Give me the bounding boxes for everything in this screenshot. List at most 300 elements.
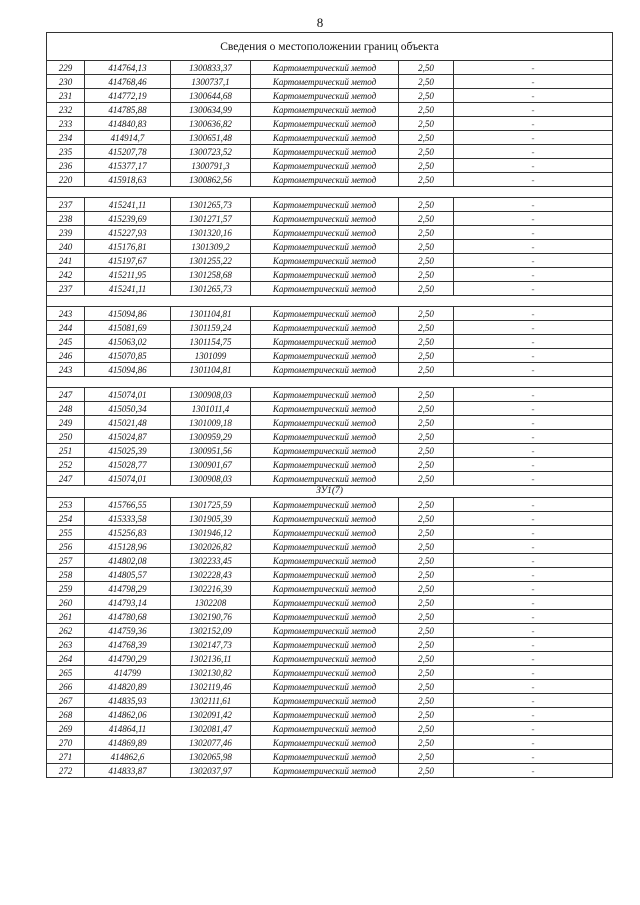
x-coordinate-cell: 414862,6 (85, 750, 171, 764)
point-number-cell: 261 (47, 610, 85, 624)
description-cell: - (454, 512, 613, 526)
accuracy-cell: 2,50 (399, 680, 454, 694)
point-number-cell: 255 (47, 526, 85, 540)
x-coordinate-cell: 414785,88 (85, 103, 171, 117)
point-number-cell: 264 (47, 652, 85, 666)
x-coordinate-cell: 414759,36 (85, 624, 171, 638)
x-coordinate-cell: 415207,78 (85, 145, 171, 159)
description-cell: - (454, 282, 613, 296)
y-coordinate-cell: 1300651,48 (171, 131, 251, 145)
point-number-cell: 232 (47, 103, 85, 117)
y-coordinate-cell: 1302026,82 (171, 540, 251, 554)
x-coordinate-cell: 415256,83 (85, 526, 171, 540)
description-cell: - (454, 444, 613, 458)
x-coordinate-cell: 415918,63 (85, 173, 171, 187)
x-coordinate-cell: 415028,77 (85, 458, 171, 472)
point-number-cell: 220 (47, 173, 85, 187)
separator-row (47, 377, 613, 388)
description-cell: - (454, 75, 613, 89)
description-cell: - (454, 568, 613, 582)
method-cell: Картометрический метод (251, 764, 399, 778)
x-coordinate-cell: 414772,19 (85, 89, 171, 103)
method-cell: Картометрический метод (251, 75, 399, 89)
accuracy-cell: 2,50 (399, 764, 454, 778)
description-cell: - (454, 694, 613, 708)
x-coordinate-cell: 415176,81 (85, 240, 171, 254)
method-cell: Картометрический метод (251, 554, 399, 568)
table-row (47, 666, 613, 680)
x-coordinate-cell: 414798,29 (85, 582, 171, 596)
table-row (47, 240, 613, 254)
table-row (47, 736, 613, 750)
description-cell: - (454, 89, 613, 103)
x-coordinate-cell: 415074,01 (85, 472, 171, 486)
table-row (47, 363, 613, 377)
accuracy-cell: 2,50 (399, 103, 454, 117)
method-cell: Картометрический метод (251, 117, 399, 131)
description-cell: - (454, 268, 613, 282)
table-row (47, 349, 613, 363)
table-row (47, 307, 613, 321)
section-label: ЗУ1(7) (47, 486, 613, 498)
method-cell: Картометрический метод (251, 512, 399, 526)
x-coordinate-cell: 415377,17 (85, 159, 171, 173)
y-coordinate-cell: 1300908,03 (171, 472, 251, 486)
accuracy-cell: 2,50 (399, 321, 454, 335)
y-coordinate-cell: 1302130,82 (171, 666, 251, 680)
y-coordinate-cell: 1300791,3 (171, 159, 251, 173)
x-coordinate-cell: 414790,29 (85, 652, 171, 666)
x-coordinate-cell: 414862,06 (85, 708, 171, 722)
accuracy-cell: 2,50 (399, 307, 454, 321)
method-cell: Картометрический метод (251, 173, 399, 187)
accuracy-cell: 2,50 (399, 254, 454, 268)
accuracy-cell: 2,50 (399, 472, 454, 486)
description-cell: - (454, 131, 613, 145)
point-number-cell: 239 (47, 226, 85, 240)
method-cell: Картометрический метод (251, 240, 399, 254)
description-cell: - (454, 388, 613, 402)
point-number-cell: 250 (47, 430, 85, 444)
description-cell: - (454, 402, 613, 416)
method-cell: Картометрический метод (251, 736, 399, 750)
table-row (47, 335, 613, 349)
method-cell: Картометрический метод (251, 145, 399, 159)
y-coordinate-cell: 1301309,2 (171, 240, 251, 254)
description-cell: - (454, 750, 613, 764)
point-number-cell: 236 (47, 159, 85, 173)
point-number-cell: 253 (47, 498, 85, 512)
method-cell: Картометрический метод (251, 568, 399, 582)
x-coordinate-cell: 414869,89 (85, 736, 171, 750)
accuracy-cell: 2,50 (399, 363, 454, 377)
point-number-cell: 246 (47, 349, 85, 363)
description-cell: - (454, 708, 613, 722)
y-coordinate-cell: 1300901,67 (171, 458, 251, 472)
table-row (47, 554, 613, 568)
y-coordinate-cell: 1302216,39 (171, 582, 251, 596)
method-cell: Картометрический метод (251, 212, 399, 226)
table-row (47, 103, 613, 117)
method-cell: Картометрический метод (251, 131, 399, 145)
separator-row (47, 187, 613, 198)
table-row (47, 472, 613, 486)
x-coordinate-cell: 415227,93 (85, 226, 171, 240)
description-cell: - (454, 226, 613, 240)
table-row (47, 458, 613, 472)
accuracy-cell: 2,50 (399, 512, 454, 526)
table-row (47, 61, 613, 75)
description-cell: - (454, 212, 613, 226)
description-cell: - (454, 680, 613, 694)
table-title: Сведения о местоположении границ объекта (47, 33, 613, 61)
description-cell: - (454, 596, 613, 610)
description-cell: - (454, 540, 613, 554)
x-coordinate-cell: 415024,87 (85, 430, 171, 444)
y-coordinate-cell: 1300908,03 (171, 388, 251, 402)
y-coordinate-cell: 1301255,22 (171, 254, 251, 268)
point-number-cell: 256 (47, 540, 85, 554)
table-row (47, 402, 613, 416)
method-cell: Картометрический метод (251, 89, 399, 103)
table-row (47, 652, 613, 666)
description-cell: - (454, 335, 613, 349)
accuracy-cell: 2,50 (399, 402, 454, 416)
method-cell: Картометрический метод (251, 307, 399, 321)
accuracy-cell: 2,50 (399, 498, 454, 512)
x-coordinate-cell: 415094,86 (85, 307, 171, 321)
description-cell: - (454, 472, 613, 486)
x-coordinate-cell: 415074,01 (85, 388, 171, 402)
y-coordinate-cell: 1301271,57 (171, 212, 251, 226)
table-row (47, 444, 613, 458)
x-coordinate-cell: 415239,69 (85, 212, 171, 226)
x-coordinate-cell: 414764,13 (85, 61, 171, 75)
method-cell: Картометрический метод (251, 694, 399, 708)
x-coordinate-cell: 414840,83 (85, 117, 171, 131)
x-coordinate-cell: 414833,87 (85, 764, 171, 778)
table-row (47, 680, 613, 694)
point-number-cell: 233 (47, 117, 85, 131)
method-cell: Картометрический метод (251, 498, 399, 512)
point-number-cell: 229 (47, 61, 85, 75)
description-cell: - (454, 666, 613, 680)
table-row (47, 582, 613, 596)
method-cell: Картометрический метод (251, 335, 399, 349)
accuracy-cell: 2,50 (399, 624, 454, 638)
y-coordinate-cell: 1300634,99 (171, 103, 251, 117)
x-coordinate-cell: 415063,02 (85, 335, 171, 349)
description-cell: - (454, 722, 613, 736)
table-row (47, 708, 613, 722)
point-number-cell: 244 (47, 321, 85, 335)
point-number-cell: 263 (47, 638, 85, 652)
y-coordinate-cell: 1301011,4 (171, 402, 251, 416)
table-row (47, 212, 613, 226)
point-number-cell: 235 (47, 145, 85, 159)
table-row (47, 89, 613, 103)
description-cell: - (454, 764, 613, 778)
y-coordinate-cell: 1302081,47 (171, 722, 251, 736)
accuracy-cell: 2,50 (399, 198, 454, 212)
table-row (47, 498, 613, 512)
method-cell: Картометрический метод (251, 540, 399, 554)
description-cell: - (454, 498, 613, 512)
description-cell: - (454, 307, 613, 321)
x-coordinate-cell: 415050,34 (85, 402, 171, 416)
boundary-coordinates-table (46, 32, 613, 778)
description-cell: - (454, 526, 613, 540)
description-cell: - (454, 198, 613, 212)
point-number-cell: 262 (47, 624, 85, 638)
description-cell: - (454, 254, 613, 268)
x-coordinate-cell: 414799 (85, 666, 171, 680)
y-coordinate-cell: 1301099 (171, 349, 251, 363)
point-number-cell: 230 (47, 75, 85, 89)
accuracy-cell: 2,50 (399, 212, 454, 226)
y-coordinate-cell: 1301905,39 (171, 512, 251, 526)
accuracy-cell: 2,50 (399, 526, 454, 540)
table-row (47, 764, 613, 778)
y-coordinate-cell: 1301320,16 (171, 226, 251, 240)
method-cell: Картометрический метод (251, 268, 399, 282)
table-row (47, 430, 613, 444)
y-coordinate-cell: 1302065,98 (171, 750, 251, 764)
method-cell: Картометрический метод (251, 472, 399, 486)
point-number-cell: 258 (47, 568, 85, 582)
point-number-cell: 245 (47, 335, 85, 349)
accuracy-cell: 2,50 (399, 708, 454, 722)
accuracy-cell: 2,50 (399, 568, 454, 582)
table-row (47, 198, 613, 212)
method-cell: Картометрический метод (251, 416, 399, 430)
table-row (47, 75, 613, 89)
y-coordinate-cell: 1301104,81 (171, 363, 251, 377)
method-cell: Картометрический метод (251, 750, 399, 764)
description-cell: - (454, 582, 613, 596)
description-cell: - (454, 159, 613, 173)
y-coordinate-cell: 1301946,12 (171, 526, 251, 540)
method-cell: Картометрический метод (251, 444, 399, 458)
y-coordinate-cell: 1302119,46 (171, 680, 251, 694)
method-cell: Картометрический метод (251, 722, 399, 736)
x-coordinate-cell: 414802,08 (85, 554, 171, 568)
accuracy-cell: 2,50 (399, 416, 454, 430)
point-number-cell: 243 (47, 307, 85, 321)
y-coordinate-cell: 1300737,1 (171, 75, 251, 89)
accuracy-cell: 2,50 (399, 430, 454, 444)
point-number-cell: 242 (47, 268, 85, 282)
separator-cell (47, 377, 613, 388)
description-cell: - (454, 554, 613, 568)
point-number-cell: 259 (47, 582, 85, 596)
method-cell: Картометрический метод (251, 198, 399, 212)
y-coordinate-cell: 1300959,29 (171, 430, 251, 444)
x-coordinate-cell: 414780,68 (85, 610, 171, 624)
point-number-cell: 257 (47, 554, 85, 568)
point-number-cell: 272 (47, 764, 85, 778)
table-row (47, 596, 613, 610)
description-cell: - (454, 103, 613, 117)
point-number-cell: 270 (47, 736, 85, 750)
x-coordinate-cell: 414768,39 (85, 638, 171, 652)
accuracy-cell: 2,50 (399, 582, 454, 596)
separator-cell (47, 296, 613, 307)
table-row (47, 321, 613, 335)
table-row (47, 117, 613, 131)
y-coordinate-cell: 1301159,24 (171, 321, 251, 335)
y-coordinate-cell: 1301258,68 (171, 268, 251, 282)
accuracy-cell: 2,50 (399, 722, 454, 736)
method-cell: Картометрический метод (251, 652, 399, 666)
y-coordinate-cell: 1302136,11 (171, 652, 251, 666)
description-cell: - (454, 61, 613, 75)
accuracy-cell: 2,50 (399, 159, 454, 173)
method-cell: Картометрический метод (251, 596, 399, 610)
method-cell: Картометрический метод (251, 624, 399, 638)
description-cell: - (454, 321, 613, 335)
y-coordinate-cell: 1300951,56 (171, 444, 251, 458)
point-number-cell: 268 (47, 708, 85, 722)
x-coordinate-cell: 415333,58 (85, 512, 171, 526)
y-coordinate-cell: 1301725,59 (171, 498, 251, 512)
accuracy-cell: 2,50 (399, 268, 454, 282)
description-cell: - (454, 416, 613, 430)
accuracy-cell: 2,50 (399, 554, 454, 568)
accuracy-cell: 2,50 (399, 349, 454, 363)
point-number-cell: 247 (47, 472, 85, 486)
point-number-cell: 240 (47, 240, 85, 254)
table-row (47, 268, 613, 282)
point-number-cell: 248 (47, 402, 85, 416)
y-coordinate-cell: 1301009,18 (171, 416, 251, 430)
accuracy-cell: 2,50 (399, 736, 454, 750)
accuracy-cell: 2,50 (399, 458, 454, 472)
table-row (47, 750, 613, 764)
x-coordinate-cell: 414864,11 (85, 722, 171, 736)
x-coordinate-cell: 415241,11 (85, 198, 171, 212)
x-coordinate-cell: 415766,55 (85, 498, 171, 512)
y-coordinate-cell: 1302233,45 (171, 554, 251, 568)
y-coordinate-cell: 1302037,97 (171, 764, 251, 778)
accuracy-cell: 2,50 (399, 282, 454, 296)
accuracy-cell: 2,50 (399, 638, 454, 652)
accuracy-cell: 2,50 (399, 117, 454, 131)
accuracy-cell: 2,50 (399, 61, 454, 75)
table-row (47, 388, 613, 402)
y-coordinate-cell: 1302147,73 (171, 638, 251, 652)
description-cell: - (454, 145, 613, 159)
accuracy-cell: 2,50 (399, 444, 454, 458)
point-number-cell: 271 (47, 750, 85, 764)
table-row (47, 568, 613, 582)
accuracy-cell: 2,50 (399, 694, 454, 708)
x-coordinate-cell: 414805,57 (85, 568, 171, 582)
point-number-cell: 267 (47, 694, 85, 708)
accuracy-cell: 2,50 (399, 240, 454, 254)
accuracy-cell: 2,50 (399, 652, 454, 666)
accuracy-cell: 2,50 (399, 540, 454, 554)
y-coordinate-cell: 1300833,37 (171, 61, 251, 75)
method-cell: Картометрический метод (251, 638, 399, 652)
point-number-cell: 237 (47, 198, 85, 212)
y-coordinate-cell: 1302077,46 (171, 736, 251, 750)
method-cell: Картометрический метод (251, 402, 399, 416)
table-row (47, 610, 613, 624)
table-row (47, 694, 613, 708)
x-coordinate-cell: 415021,48 (85, 416, 171, 430)
point-number-cell: 238 (47, 212, 85, 226)
method-cell: Картометрический метод (251, 666, 399, 680)
table-row (47, 526, 613, 540)
method-cell: Картометрический метод (251, 321, 399, 335)
description-cell: - (454, 349, 613, 363)
method-cell: Картометрический метод (251, 61, 399, 75)
point-number-cell: 231 (47, 89, 85, 103)
separator-cell (47, 187, 613, 198)
point-number-cell: 251 (47, 444, 85, 458)
method-cell: Картометрический метод (251, 582, 399, 596)
table-body (47, 33, 613, 778)
accuracy-cell: 2,50 (399, 131, 454, 145)
method-cell: Картометрический метод (251, 430, 399, 444)
description-cell: - (454, 430, 613, 444)
x-coordinate-cell: 414793,14 (85, 596, 171, 610)
y-coordinate-cell: 1302152,09 (171, 624, 251, 638)
description-cell: - (454, 652, 613, 666)
description-cell: - (454, 736, 613, 750)
method-cell: Картометрический метод (251, 282, 399, 296)
table-row (47, 131, 613, 145)
page-number: 8 (316, 15, 324, 30)
point-number-cell: 237 (47, 282, 85, 296)
x-coordinate-cell: 415070,85 (85, 349, 171, 363)
table-row (47, 226, 613, 240)
x-coordinate-cell: 414914,7 (85, 131, 171, 145)
y-coordinate-cell: 1302111,61 (171, 694, 251, 708)
section-row (47, 486, 613, 498)
method-cell: Картометрический метод (251, 610, 399, 624)
table-row (47, 282, 613, 296)
table-title-row (47, 33, 613, 61)
y-coordinate-cell: 1302190,76 (171, 610, 251, 624)
method-cell: Картометрический метод (251, 680, 399, 694)
accuracy-cell: 2,50 (399, 666, 454, 680)
y-coordinate-cell: 1302228,43 (171, 568, 251, 582)
table-row (47, 512, 613, 526)
table-row (47, 540, 613, 554)
x-coordinate-cell: 415081,69 (85, 321, 171, 335)
method-cell: Картометрический метод (251, 708, 399, 722)
x-coordinate-cell: 415094,86 (85, 363, 171, 377)
point-number-cell: 243 (47, 363, 85, 377)
method-cell: Картометрический метод (251, 159, 399, 173)
method-cell: Картометрический метод (251, 363, 399, 377)
y-coordinate-cell: 1301265,73 (171, 282, 251, 296)
method-cell: Картометрический метод (251, 458, 399, 472)
accuracy-cell: 2,50 (399, 173, 454, 187)
accuracy-cell: 2,50 (399, 226, 454, 240)
accuracy-cell: 2,50 (399, 335, 454, 349)
point-number-cell: 269 (47, 722, 85, 736)
description-cell: - (454, 173, 613, 187)
method-cell: Картометрический метод (251, 226, 399, 240)
accuracy-cell: 2,50 (399, 750, 454, 764)
description-cell: - (454, 117, 613, 131)
point-number-cell: 266 (47, 680, 85, 694)
description-cell: - (454, 363, 613, 377)
description-cell: - (454, 240, 613, 254)
